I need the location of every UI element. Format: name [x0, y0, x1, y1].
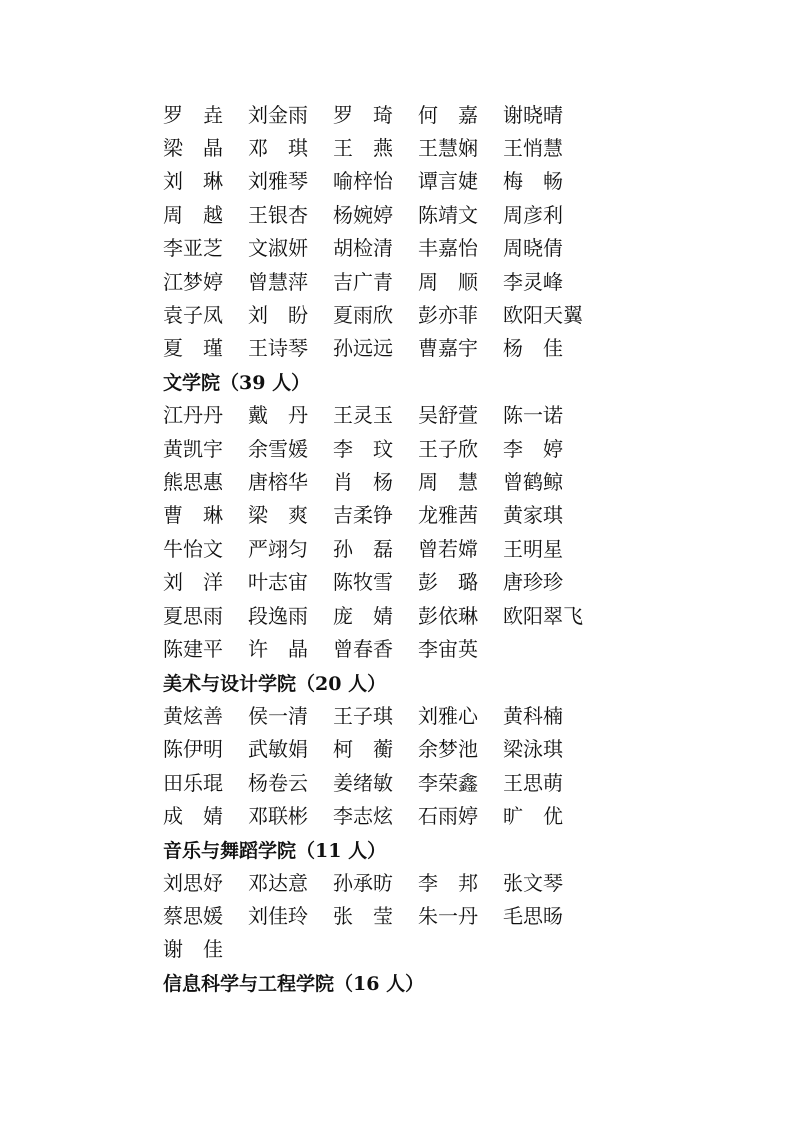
person-name: 吴舒萱 [418, 403, 478, 428]
person-name: 彭依琳 [418, 603, 478, 628]
person-name: 曾若嫦 [418, 536, 478, 561]
person-name: 黄凯宇 [163, 436, 223, 461]
person-name: 谭言婕 [418, 169, 478, 194]
person-name: 唐珍珍 [503, 570, 563, 595]
person-name: 戴 丹 [248, 403, 308, 428]
person-name: 刘佳玲 [248, 904, 308, 929]
person-name: 谢晓晴 [503, 102, 563, 127]
person-name: 喻梓怡 [333, 169, 393, 194]
person-name: 刘 盼 [248, 303, 308, 328]
name-row [163, 399, 763, 432]
person-name: 曹嘉宇 [418, 336, 478, 361]
person-name: 刘思妤 [163, 870, 223, 895]
person-name: 许 晶 [248, 636, 308, 661]
person-name: 柯 蘅 [333, 737, 393, 762]
name-row [163, 265, 763, 298]
person-name: 黄家琪 [503, 503, 563, 528]
person-name: 叶志宙 [248, 570, 308, 595]
person-name: 刘金雨 [248, 102, 308, 127]
name-row [163, 732, 763, 765]
person-name: 武敏娟 [248, 737, 308, 762]
person-name: 江梦婷 [163, 269, 223, 294]
person-name: 王思萌 [503, 770, 563, 795]
person-name: 周 慧 [418, 469, 478, 494]
name-row [163, 298, 763, 331]
person-name: 张文琴 [503, 870, 563, 895]
person-name: 谢 佳 [163, 937, 223, 962]
person-name: 余雪媛 [248, 436, 308, 461]
person-name: 夏 瑾 [163, 336, 223, 361]
person-name: 李 玟 [333, 436, 393, 461]
name-row [163, 432, 763, 465]
person-name: 邓达意 [248, 870, 308, 895]
person-name: 黄炫善 [163, 703, 223, 728]
person-name: 袁子凤 [163, 303, 223, 328]
name-row [163, 131, 763, 164]
person-name: 曹 琳 [163, 503, 223, 528]
person-name: 刘雅琴 [248, 169, 308, 194]
person-name: 王慧娴 [418, 136, 478, 161]
section-count: （20 人） [296, 672, 387, 695]
section-count: （39 人） [220, 372, 311, 395]
section-heading [163, 966, 763, 999]
person-name: 刘 琳 [163, 169, 223, 194]
name-row [163, 699, 763, 732]
person-name: 牛怡文 [163, 536, 223, 561]
person-name: 刘雅心 [418, 703, 478, 728]
person-name: 成 婧 [163, 803, 223, 828]
person-name: 杨婉婷 [333, 202, 393, 227]
person-name: 李 邦 [418, 870, 478, 895]
person-name: 王明星 [503, 536, 563, 561]
person-name: 夏雨欣 [333, 303, 393, 328]
person-name: 文淑妍 [248, 236, 308, 261]
name-row [163, 599, 763, 632]
person-name: 孙承昉 [333, 870, 393, 895]
person-name: 梁 爽 [248, 503, 308, 528]
person-name: 彭亦菲 [418, 303, 478, 328]
person-name: 朱一丹 [418, 904, 478, 929]
person-name: 旷 优 [503, 803, 563, 828]
section-title: 信息科学与工程学院 [163, 973, 335, 996]
person-name: 熊思惠 [163, 469, 223, 494]
person-name: 王 燕 [333, 136, 393, 161]
name-row [163, 98, 763, 131]
person-name: 孙 磊 [333, 536, 393, 561]
person-name: 田乐琨 [163, 770, 223, 795]
person-name: 杨 佳 [503, 336, 563, 361]
person-name: 段逸雨 [248, 603, 308, 628]
person-name: 罗 垚 [163, 102, 223, 127]
person-name: 吉广青 [333, 269, 393, 294]
person-name: 夏思雨 [163, 603, 223, 628]
person-name: 曾鹤鲸 [503, 469, 563, 494]
person-name: 李志炫 [333, 803, 393, 828]
person-name: 欧阳翠飞 [503, 603, 583, 628]
person-name: 陈靖文 [418, 202, 478, 227]
person-name: 周 越 [163, 202, 223, 227]
person-name: 周晓倩 [503, 236, 563, 261]
person-name: 陈一诺 [503, 403, 563, 428]
name-row [163, 933, 763, 966]
name-row [163, 532, 763, 565]
person-name: 黄科楠 [503, 703, 563, 728]
person-name: 庞 婧 [333, 603, 393, 628]
person-name: 石雨婷 [418, 803, 478, 828]
person-name: 刘 洋 [163, 570, 223, 595]
person-name: 杨卷云 [248, 770, 308, 795]
name-row [163, 766, 763, 799]
person-name: 王银杏 [248, 202, 308, 227]
name-row [163, 332, 763, 365]
person-name: 李 婷 [503, 436, 563, 461]
section-title: 美术与设计学院 [163, 672, 297, 695]
person-name: 李亚芝 [163, 236, 223, 261]
person-name: 曾春香 [333, 636, 393, 661]
person-name: 毛思旸 [503, 904, 563, 929]
name-list-document [163, 98, 763, 1000]
section-count: （16 人） [334, 973, 425, 996]
person-name: 张 莹 [333, 904, 393, 929]
person-name: 蔡思媛 [163, 904, 223, 929]
person-name: 王子琪 [333, 703, 393, 728]
person-name: 周 顺 [418, 269, 478, 294]
person-name: 肖 杨 [333, 469, 393, 494]
name-row [163, 499, 763, 532]
person-name: 梁泳琪 [503, 737, 563, 762]
section-title: 文学院 [163, 372, 221, 395]
person-name: 李宙英 [418, 636, 478, 661]
name-row [163, 866, 763, 899]
name-row [163, 165, 763, 198]
person-name: 唐榕华 [248, 469, 308, 494]
person-name: 王子欣 [418, 436, 478, 461]
person-name: 何 嘉 [418, 102, 478, 127]
person-name: 王悄慧 [503, 136, 563, 161]
person-name: 王灵玉 [333, 403, 393, 428]
person-name: 陈牧雪 [333, 570, 393, 595]
person-name: 侯一清 [248, 703, 308, 728]
person-name: 严翊匀 [248, 536, 308, 561]
person-name: 陈建平 [163, 636, 223, 661]
person-name: 欧阳天翼 [503, 303, 583, 328]
name-row [163, 232, 763, 265]
name-row [163, 799, 763, 832]
person-name: 吉柔铮 [333, 503, 393, 528]
person-name: 龙雅茜 [418, 503, 478, 528]
person-name: 姜绪敏 [333, 770, 393, 795]
person-name: 周彦利 [503, 202, 563, 227]
person-name: 曾慧萍 [248, 269, 308, 294]
person-name: 余梦池 [418, 737, 478, 762]
person-name: 彭 璐 [418, 570, 478, 595]
name-row [163, 565, 763, 598]
section-count: （11 人） [296, 839, 387, 862]
name-row [163, 198, 763, 231]
person-name: 邓联彬 [248, 803, 308, 828]
person-name: 江丹丹 [163, 403, 223, 428]
name-row [163, 899, 763, 932]
person-name: 邓 琪 [248, 136, 308, 161]
section-heading [163, 666, 763, 699]
person-name: 李灵峰 [503, 269, 563, 294]
section-heading [163, 365, 763, 398]
person-name: 罗 琦 [333, 102, 393, 127]
section-heading [163, 833, 763, 866]
name-row [163, 632, 763, 665]
person-name: 李荣鑫 [418, 770, 478, 795]
person-name: 梅 畅 [503, 169, 563, 194]
person-name: 梁 晶 [163, 136, 223, 161]
person-name: 陈伊明 [163, 737, 223, 762]
person-name: 胡检清 [333, 236, 393, 261]
name-row [163, 465, 763, 498]
person-name: 孙远远 [333, 336, 393, 361]
person-name: 王诗琴 [248, 336, 308, 361]
section-title: 音乐与舞蹈学院 [163, 839, 297, 862]
person-name: 丰嘉怡 [418, 236, 478, 261]
